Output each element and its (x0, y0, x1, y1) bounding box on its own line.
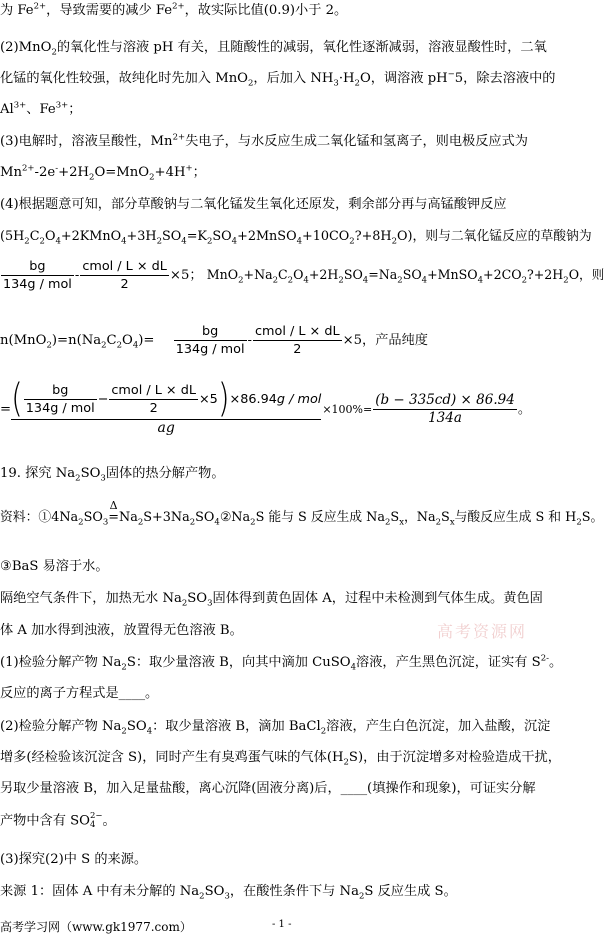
formula-line-1: $\frac{bg}{\text{134g / mol}}$ - $\frac{\text{cmol / L × dL}}{2}$ ×5； $MnO_2+Na_2C_2O_4+2H_2SO_4=Na_2SO_4+MnSO_4+2CO_2?+2H_2O$，则 (3, 259, 604, 292)
fraction: $\frac{bg}{\text{134g / mol}}$ (175, 324, 245, 357)
page-number: - 1 - (272, 919, 292, 930)
question-2-line-3: 另取少量溶液 B，加入足量盐酸，离心沉降(固液分离)后，____(填操作和现象)，可证实分解 (0, 781, 536, 796)
purity-fraction: ( $\frac{bg}{\text{134g / mol}}$ − $\frac{\text{cmol / L × dL}}{2}$ ×5)×86.94g / mol ag (11, 376, 322, 436)
question-1-line: (1)检验分解产物 $Na_2S$：取少量溶液 B，向其中滴加 CuSO$_4$溶液，产生黑色沉淀，证实有 $S^{2-}$。 (0, 653, 563, 673)
footer-source: 高考学习网（www.gk1977.com） (0, 920, 192, 934)
question-2-line-2: 增多(经检验该沉淀含 S)，同时产生有臭鸡蛋气味的气体$(H_2S)$，由于沉淀增多对检验造成干扰， (0, 750, 561, 768)
paragraph-line-2: 体 A 加水得到浊液，放置得无色溶液 B。 (0, 623, 243, 638)
formula-line-3: = ( $\frac{bg}{\text{134g / mol}}$ − $\frac{\text{cmol / L × dL}}{2}$ ×5)×86.94g / mol ag ×100%= $\frac{(b - 335cd) \times 86.94}{134a}$ 。 (0, 376, 531, 436)
text-line-1: 为 $Fe^{2+}$，导致需要的减少 $Fe^{2+}$，故实际比值(0.9)小于 2。 (0, 1, 348, 18)
formula-line-2: $n(MnO_2)=n(Na_2C_2O_4)=$ $\frac{bg}{\text{134g / mol}}$ - $\frac{\text{cmol / L × dL}}{2}$ ×5，产品纯度 (0, 324, 428, 357)
result-fraction: $\frac{(b - 335cd) \times 86.94}{134a}$ (375, 392, 515, 426)
text-line-5: (3)电解时，溶液呈酸性，$Mn^{2+}$失电子，与水反应生成二氧化锰和氢离子，则电极反应式为 (0, 132, 528, 149)
fraction: $\frac{\text{cmol / L × dL}}{2}$ (255, 324, 340, 357)
text-line-6: $Mn^{2+}-2e^-+2H_2O=MnO_2+4H^+$； (0, 163, 206, 183)
paragraph-line-1: 隔绝空气条件下，加热无水 $Na_2SO_3$固体得到黄色固体 A，过程中未检测到气体生成。黄色固 (0, 591, 543, 609)
question-2-line-4: 产物中含有 SO 2− 4 。 (0, 811, 116, 830)
text-line-7: (4)根据题意可知，部分草酸钠与二氧化锰发生氧化还原发，剩余部分再与高锰酸钾反应 (0, 197, 507, 212)
reference-line-3: ③BaS 易溶于水。 (0, 559, 109, 574)
text-line-4: $Al^{3+}$、$Fe^{3+}$； (0, 100, 82, 117)
fraction: $\frac{\text{cmol / L × dL}}{2}$ (82, 259, 167, 292)
question-3-line: (3)探究(2)中 S 的来源。 (0, 852, 148, 867)
question-2-line: (2)检验分解产物 $Na_2SO_4$：取少量溶液 B，滴加 BaCl$_2$溶液，产生白色沉淀，加入盐酸，沉淀 (0, 719, 551, 737)
question-1-line-2: 反应的离子方程式是____。 (0, 686, 159, 701)
text-line-8: $(5H_2C_2O_4+2KMnO_4+3H_2SO_4=K_2SO_4+2MnSO_4+10CO_2?+8H_2O)$，则与二氧化锰反应的草酸钠为 (0, 229, 592, 247)
fraction: $\frac{bg}{\text{134g / mol}}$ (3, 259, 72, 292)
question-19-title: 19. 探究 $Na_2SO_3$固体的热分解产物。 (0, 466, 225, 484)
reference-line: 资料：$①4Na_2SO_3$ Δ $=Na_2S+3Na_2SO_4②Na_2S$ 能与 S 反应生成 $Na_2S_x$，$Na_2S_x$与酸反应生成 S 和 $H_2S$。 (0, 499, 604, 528)
watermark: 高考资源网 (437, 622, 528, 641)
text-line-3: 化锰的氧化性较强，故纯化时先加入 MnO$_2$，后加入 $NH_3\cdot H_2O$，调溶液 pH−5，除去溶液中的 (0, 69, 556, 89)
source-1-line: 来源 1：固体 A 中有未分解的 $Na_2SO_3$，在酸性条件下与 $Na_2S$ 反应生成 S。 (0, 884, 457, 902)
text-line-2: (2)MnO$_2$的氧化性与溶液 pH 有关，且随酸性的减弱，氧化性逐渐减弱，溶液显酸性时，二氧 (0, 40, 547, 58)
